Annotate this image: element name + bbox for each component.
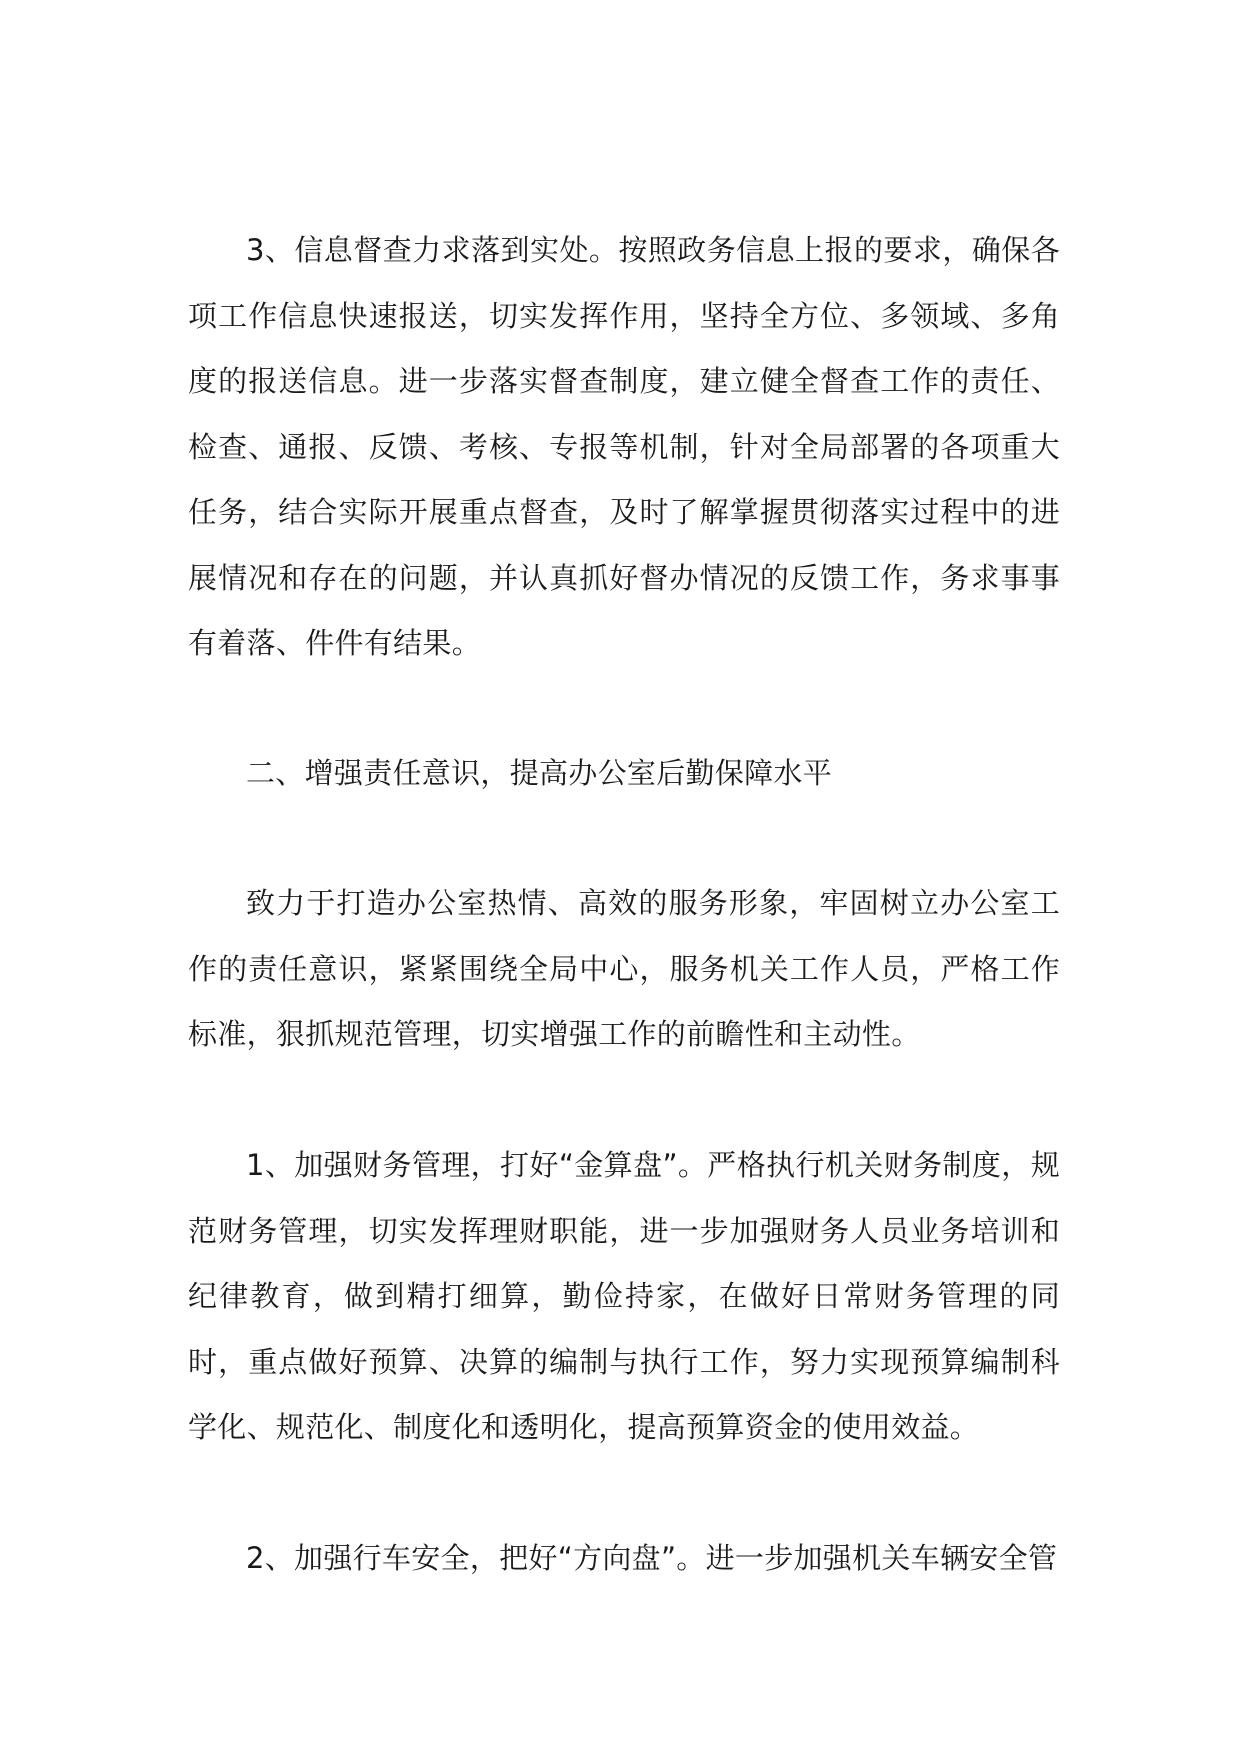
- paragraph-driving-safety: 2、加强行车安全，把好“方向盘”。进一步加强机关车辆安全管: [246, 1541, 1058, 1575]
- paragraph-information-supervision: 3、信息督查力求落到实处。按照政务信息上报的要求，确保各项工作信息快速报送，切实发挥作用，坚持全方位、多领域、多角度的报送信息。进一步落实督查制度，建立健全督查工作的责任、检查、通报、反馈、考核、专报等机制，针对全局部署的各项重大任务，结合实际开展重点督查，及时了解掌握贯彻落实过程中的进展情况和存在的问题，并认真抓好督办情况的反馈工作，务求事事有着落、件件有结果。: [188, 233, 1060, 660]
- paragraph-financial-management: 1、加强财务管理，打好“金算盘”。严格执行机关财务制度，规范财务管理，切实发挥理财职能，进一步加强财务人员业务培训和纪律教育，做到精打细算，勤俭持家，在做好日常财务管理的同时，重点做好预算、决算的编制与执行工作，努力实现预算编制科学化、规范化、制度化和透明化，提高预算资金的使用效益。: [188, 1148, 1060, 1444]
- section-heading-responsibility: 二、增强责任意识，提高办公室后勤保障水平: [246, 756, 833, 790]
- paragraph-service-image: 致力于打造办公室热情、高效的服务形象，牢固树立办公室工作的责任意识，紧紧围绕全局中心，服务机关工作人员，严格工作标准，狠抓规范管理，切实增强工作的前瞻性和主动性。: [188, 886, 1060, 1051]
